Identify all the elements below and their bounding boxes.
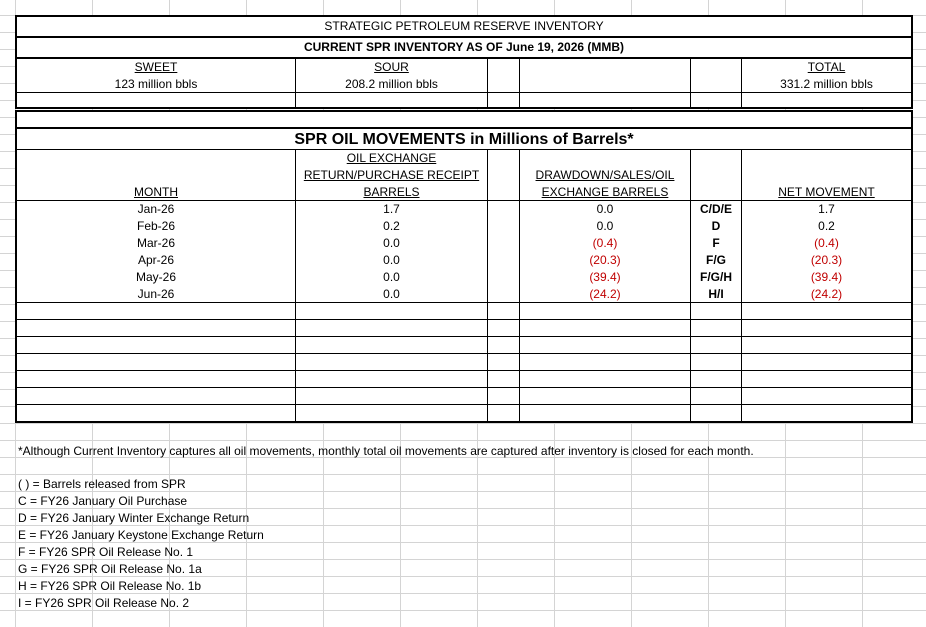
row-month: Jan-26: [137, 202, 175, 216]
row-net: 0.2: [818, 219, 835, 233]
row-exchange: 0.0: [383, 253, 400, 267]
total-header: TOTAL: [807, 60, 846, 74]
row-exchange: 0.0: [383, 236, 400, 250]
movements-title: SPR OIL MOVEMENTS in Millions of Barrels*: [294, 131, 634, 148]
row-code: H/I: [708, 287, 724, 301]
sweet-header: SWEET: [134, 60, 178, 74]
sour-header: SOUR: [374, 60, 409, 74]
row-code: C/D/E: [699, 202, 732, 216]
legend-item: ( ) = Barrels released from SPR: [18, 477, 186, 491]
row-month: Apr-26: [137, 253, 175, 267]
row-net: (20.3): [810, 253, 843, 267]
col-exchange-header-line3: BARRELS: [363, 185, 420, 199]
legend-item: H = FY26 SPR Oil Release No. 1b: [18, 579, 202, 593]
row-drawdown: (24.2): [589, 287, 621, 301]
row-drawdown: (20.3): [589, 253, 621, 267]
col-drawdown-header-line1: DRAWDOWN/SALES/OIL: [535, 168, 675, 182]
sweet-value: 123 million bbls: [114, 77, 198, 91]
col-net-header: NET MOVEMENT: [778, 185, 875, 199]
legend-item: D = FY26 January Winter Exchange Return: [18, 511, 250, 525]
col-drawdown-header-line2: EXCHANGE BARRELS: [541, 185, 669, 199]
legend-item: G = FY26 SPR Oil Release No. 1a: [18, 562, 202, 576]
row-exchange: 1.7: [383, 202, 400, 216]
row-net: (0.4): [814, 236, 839, 250]
row-net: (24.2): [810, 287, 843, 301]
footnote: *Although Current Inventory captures all oil movements, monthly total oil movements are captured after inventory is closed for each month.: [18, 444, 754, 458]
legend-item: E = FY26 January Keystone Exchange Return: [18, 528, 264, 542]
row-code: D: [711, 219, 721, 233]
legend-item: C = FY26 January Oil Purchase: [18, 494, 188, 508]
row-exchange: 0.0: [383, 270, 400, 284]
col-month-header: MONTH: [134, 185, 178, 199]
inventory-title: STRATEGIC PETROLEUM RESERVE INVENTORY: [324, 19, 604, 33]
row-drawdown: 0.0: [596, 219, 614, 233]
row-net: (39.4): [810, 270, 843, 284]
row-code: F: [712, 236, 720, 250]
total-value: 331.2 million bbls: [780, 77, 873, 91]
row-exchange: 0.2: [383, 219, 400, 233]
sour-value: 208.2 million bbls: [345, 77, 438, 91]
inventory-as-of: CURRENT SPR INVENTORY AS OF June 19, 2026 (MMB): [303, 40, 625, 54]
row-drawdown: (39.4): [589, 270, 621, 284]
row-code: F/G: [706, 253, 726, 267]
row-month: Mar-26: [136, 236, 175, 250]
row-exchange: 0.0: [383, 287, 400, 301]
legend-item: F = FY26 SPR Oil Release No. 1: [18, 545, 194, 559]
col-exchange-header-line1: OIL EXCHANGE: [346, 151, 437, 165]
row-net: 1.7: [818, 202, 835, 216]
row-drawdown: (0.4): [592, 236, 618, 250]
row-month: May-26: [135, 270, 176, 284]
col-exchange-header-line2: RETURN/PURCHASE RECEIPT: [303, 168, 480, 182]
row-month: Feb-26: [136, 219, 176, 233]
row-month: Jun-26: [137, 287, 175, 301]
legend-item: I = FY26 SPR Oil Release No. 2: [18, 596, 190, 610]
row-drawdown: 0.0: [596, 202, 614, 216]
row-code: F/G/H: [700, 270, 732, 284]
